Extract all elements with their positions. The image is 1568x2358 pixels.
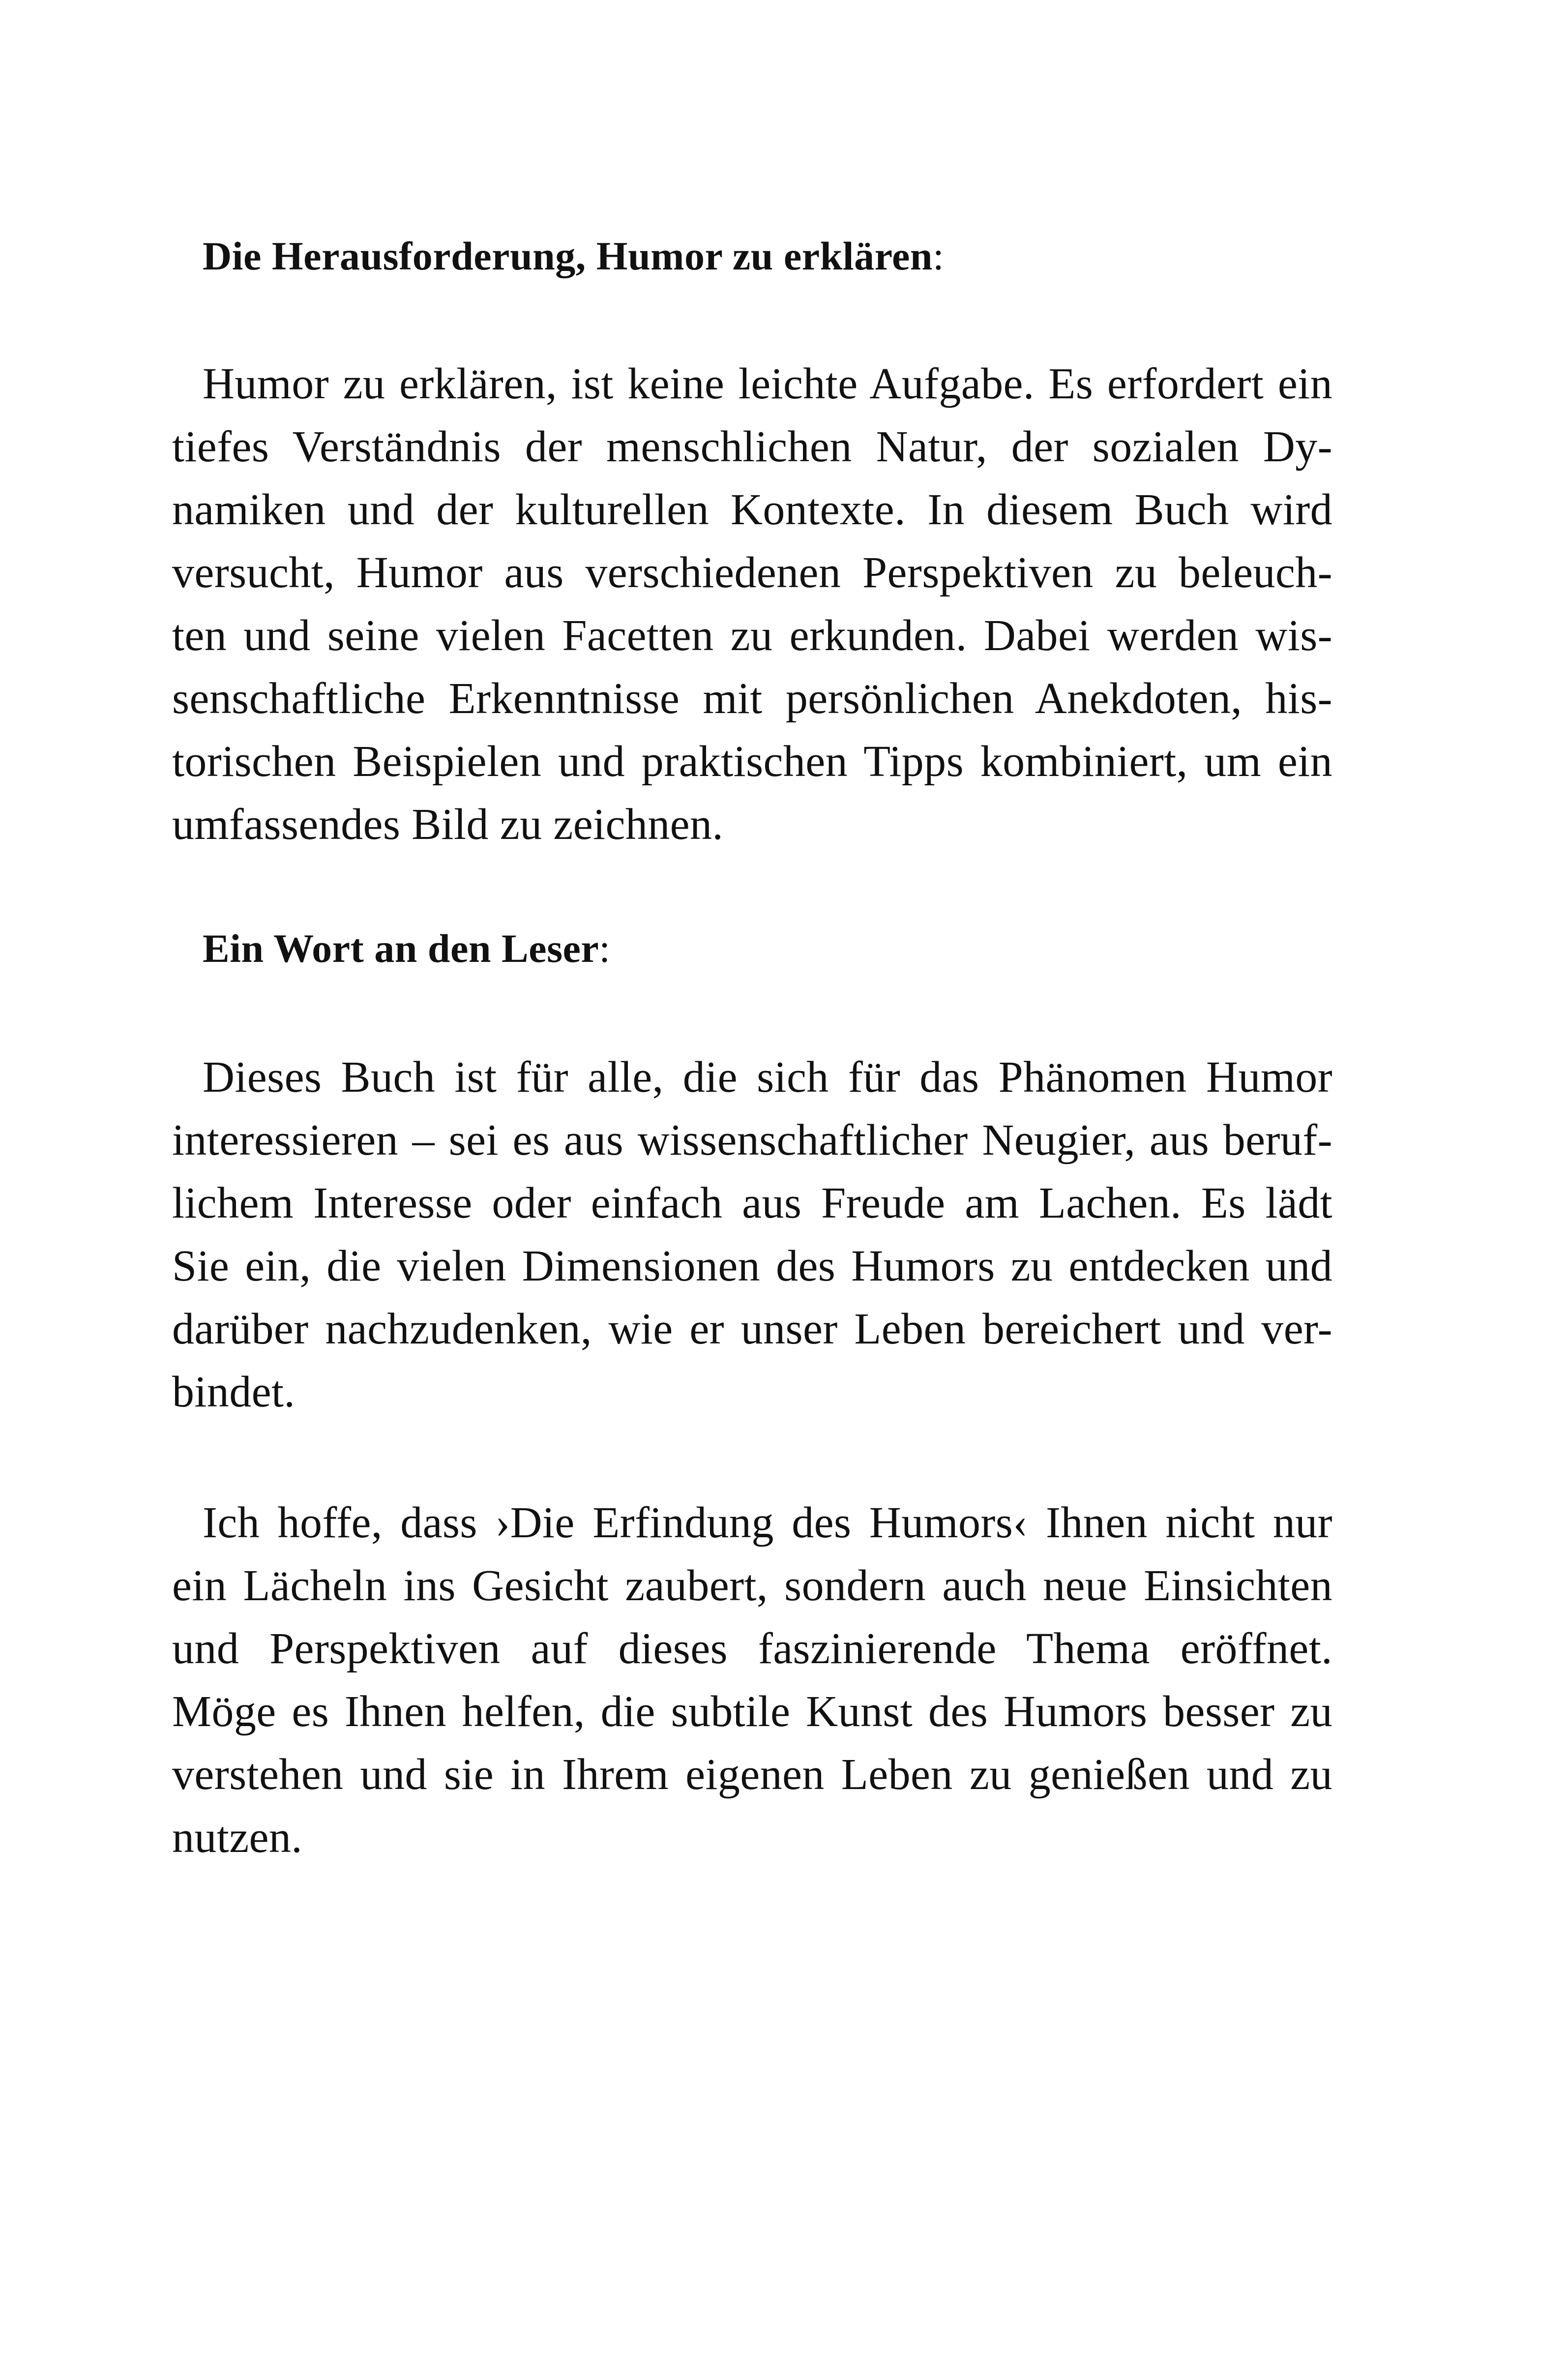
text-line: darüber nachzudenken, wie er unser Leben bereichert und ver- [172,1305,1332,1353]
paragraph-challenge [172,353,1332,856]
text-line: Humor zu erklären, ist keine leichte Aufgabe. Es erfordert ein [203,359,1332,408]
text-line: lichem Interesse oder einfach aus Freude am Lachen. Es lädt [172,1179,1332,1227]
heading-colon: : [933,234,945,278]
section-heading-challenge [203,236,944,276]
text-line: bindet. [172,1368,296,1416]
text-line: verstehen und sie in Ihrem eigenen Leben zu genießen und zu [172,1750,1332,1799]
text-line: und Perspektiven auf dieses faszinierende Thema eröffnet. [172,1624,1332,1673]
heading-text: Ein Wort an den Leser [203,926,599,971]
text-line: versucht, Humor aus verschiedenen Perspektiven zu beleuch- [172,548,1332,597]
text-line: umfassendes Bild zu zeichnen. [172,800,724,849]
text-line: Sie ein, die vielen Dimensionen des Humors zu entdecken und [172,1242,1332,1290]
text-line: interessieren – sei es aus wissenschaftlicher Neugier, aus beruf- [172,1116,1332,1164]
paragraph-hope [172,1492,1332,1869]
text-line: ein Lächeln ins Gesicht zaubert, sondern auch neue Einsichten [172,1561,1332,1610]
text-line: torischen Beispielen und praktischen Tipps kombiniert, um ein [172,737,1332,786]
heading-text: Die Herausforderung, Humor zu erklären [203,234,933,278]
text-line: ten und seine vielen Facetten zu erkunden. Dabei werden wis- [172,611,1332,660]
text-line: senschaftliche Erkenntnisse mit persönlichen Anekdoten, his- [172,674,1332,723]
text-line: tiefes Verständnis der menschlichen Natur, der sozialen Dy- [172,422,1332,471]
heading-colon: : [599,926,611,971]
text-line: Möge es Ihnen helfen, die subtile Kunst des Humors besser zu [172,1687,1332,1736]
paragraph-reader [172,1046,1332,1424]
text-line: namiken und der kulturellen Kontexte. In diesem Buch wird [172,485,1332,534]
section-heading-reader [203,928,611,969]
text-line: Ich hoffe, dass ›Die Erfindung des Humors‹ Ihnen nicht nur [203,1498,1332,1547]
text-line: Dieses Buch ist für alle, die sich für das Phänomen Humor [203,1053,1332,1102]
text-line: nutzen. [172,1813,303,1862]
